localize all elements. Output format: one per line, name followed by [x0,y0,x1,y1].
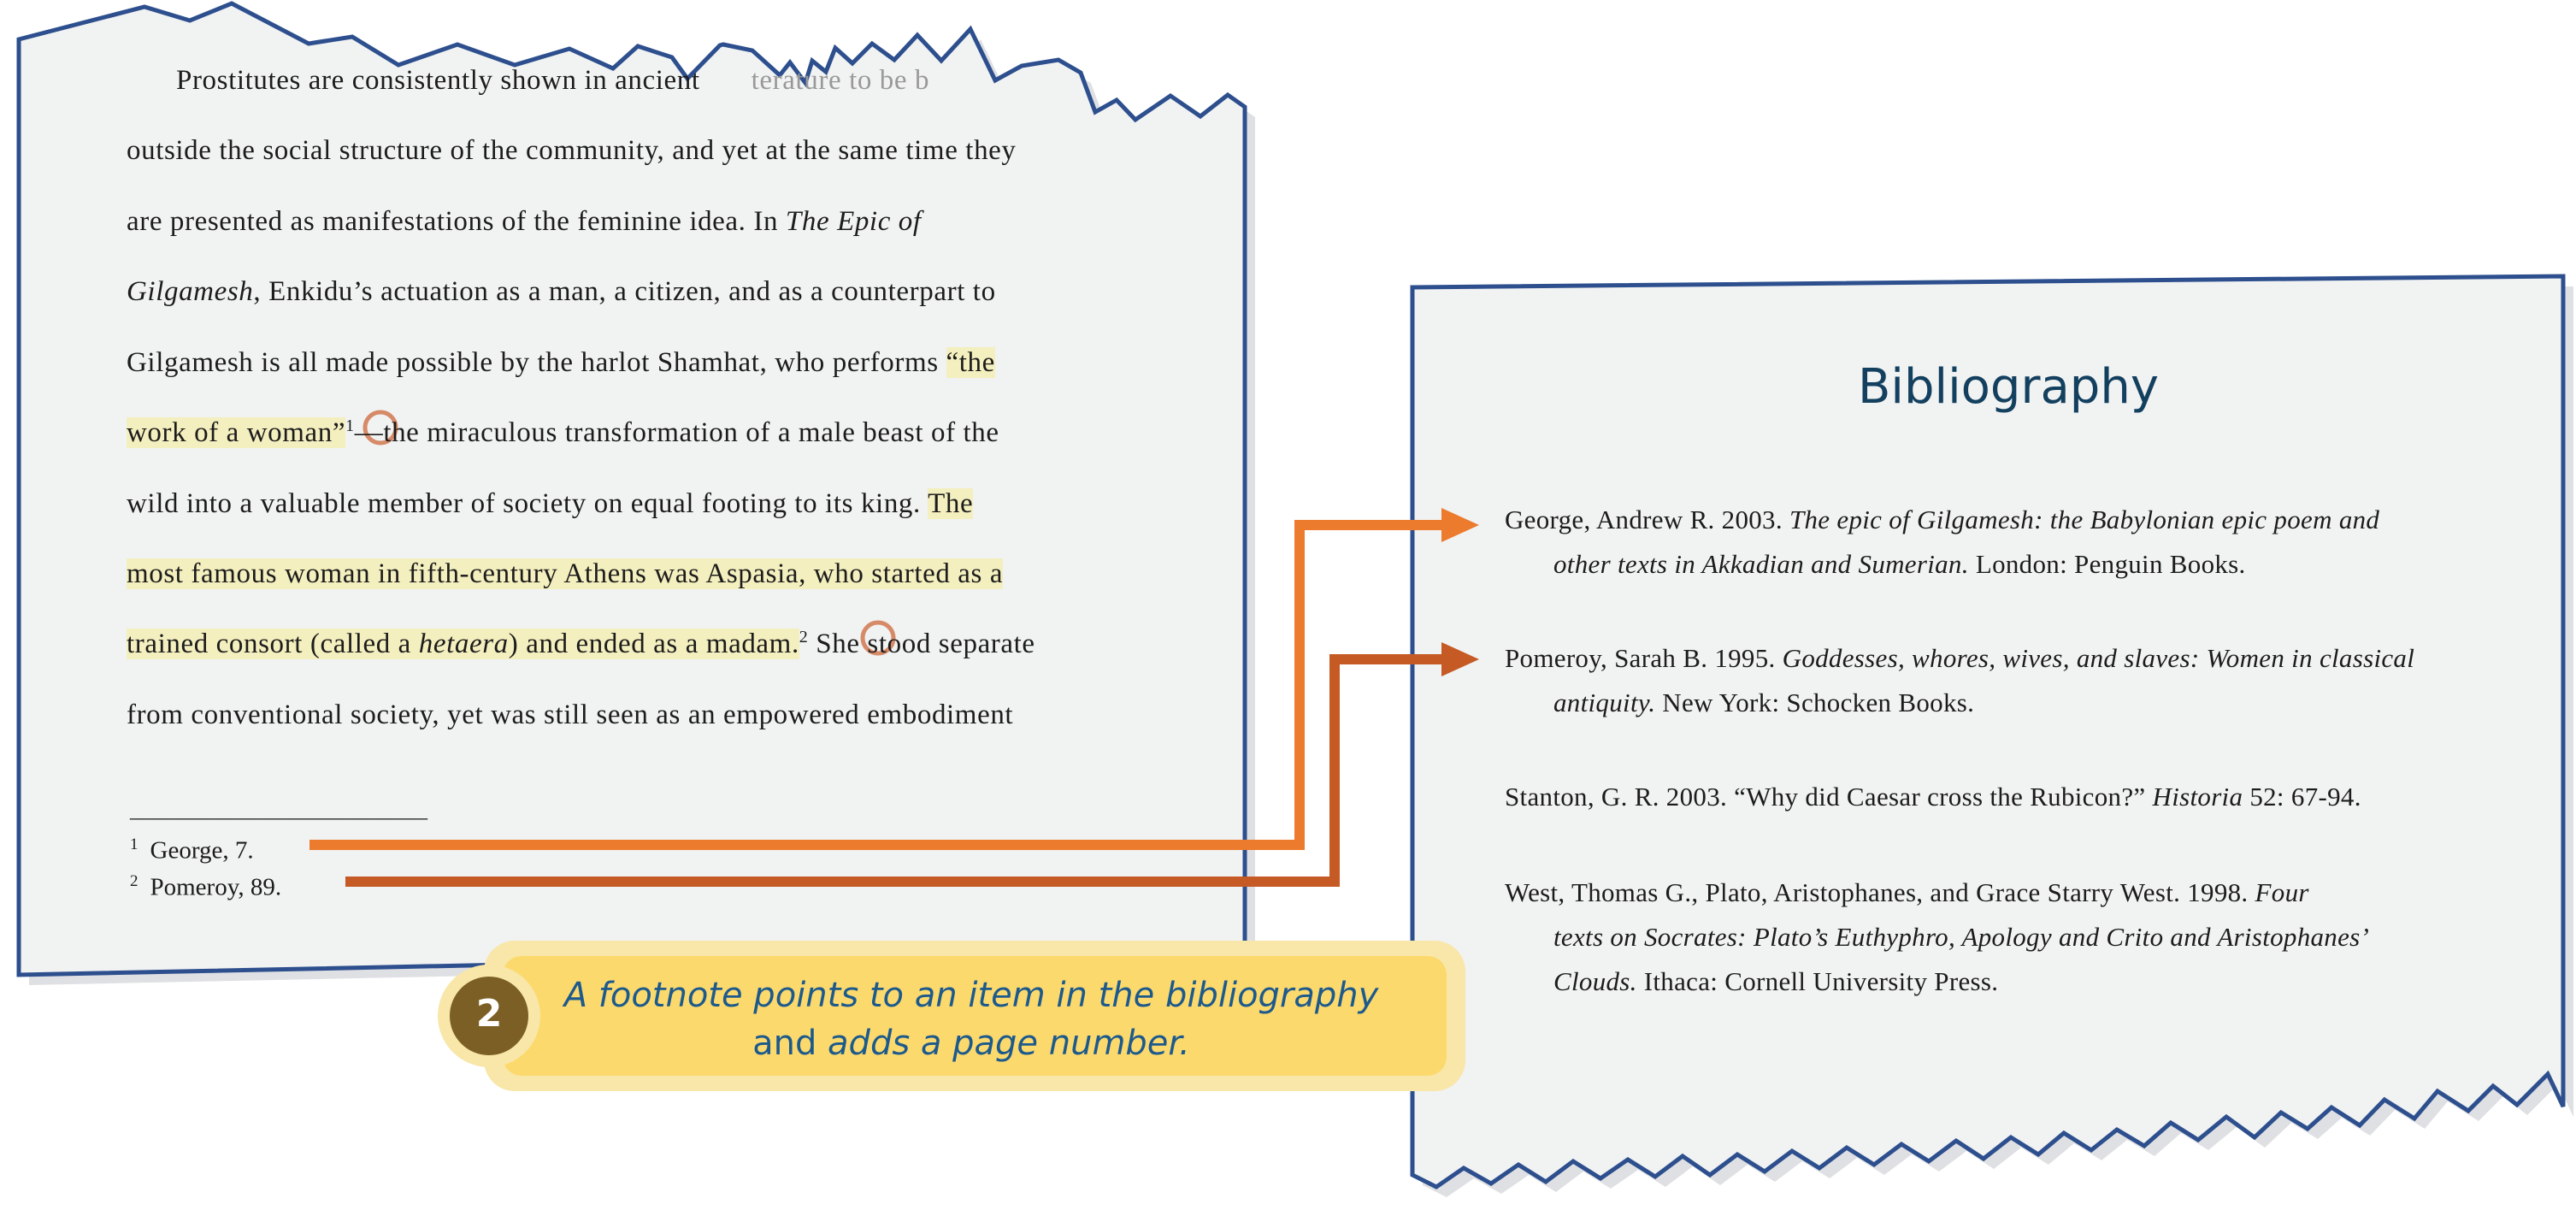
callout-step-number: 2 [475,992,503,1036]
bib-entry-4-line-1: West, Thomas G., Plato, Aristophanes, and Grace Starry West. 1998. Four [1505,877,2309,907]
footnote-ref-2: 2 [799,628,809,646]
footnote-1: $^1$ George, 7. [130,835,254,865]
bibliography-title: Bibliography [1858,359,2159,415]
footnote-ref-1: 1 [345,416,355,435]
footnote-2: $^2$ Pomeroy, 89. [130,872,282,901]
highlight-paraphrase-end: trained consort (called a hetaera) and ended as a madam. [127,629,799,659]
manuscript-line-5: Gilgamesh is all made possible by the harlot Shamhat, who performs “the [127,347,995,378]
manuscript-line-8 [127,552,1003,596]
footnote-rule: ________________________ [130,795,427,823]
highlight-paraphrase-middle: most famous woman in fifth-century Athens was Aspasia, who started as a [127,558,1004,589]
manuscript-line-10: from conventional society, yet was still seen as an empowered embodiment [127,699,1014,730]
highlight-paraphrase-start: The [928,488,974,519]
bib-entry-4-line-2: texts on Socrates: Plato’s Euthyphro, Apology and Crito and Aristophanes’ [1553,922,2370,952]
manuscript-line-4: Gilgamesh, Enkidu’s actuation as a man, a citizen, and as a counterpart to [127,276,996,307]
bib-entry-2-line-1: Pomeroy, Sarah B. 1995. Goddesses, whores, wives, and slaves: Women in classical [1505,643,2415,673]
manuscript-line-1: Prostitutes are consistently shown in ancient terature to be b [176,65,930,96]
callout-line-1: A footnote points to an item in the bibliography [563,976,1379,1015]
bib-entry-2-line-2: antiquity. New York: Schocken Books. [1553,688,1975,717]
callout-line-2: and adds a page number. [752,1024,1190,1063]
manuscript-line-3: are presented as manifestations of the feminine idea. In The Epic of [127,206,922,237]
manuscript-line-7: wild into a valuable member of society on equal footing to its king. The [127,488,974,519]
bib-entry-1-line-2: other texts in Akkadian and Sumerian. London: Penguin Books. [1553,549,2246,579]
manuscript-line-9: trained consort (called a hetaera) and ended as a madam.$^2$ She stood separate [127,628,1035,659]
highlight-quote-end: work of a woman” [127,417,346,448]
bib-entry-1-line-1: George, Andrew R. 2003. The epic of Gilgamesh: the Babylonian epic poem and [1505,505,2380,534]
bib-entry-4-line-3: Clouds. Ithaca: Cornell University Press. [1553,966,1999,996]
manuscript-line-6: work of a woman”$^1$—the miraculous transformation of a male beast of the [127,416,999,448]
manuscript-line-2: outside the social structure of the community, and yet at the same time they [127,135,1017,166]
callout-text [501,971,1441,1067]
highlight-quote-start: “the [946,347,995,378]
bib-entry-3-line-1: Stanton, G. R. 2003. “Why did Caesar cross the Rubicon?” Historia 52: 67-94. [1505,782,2361,812]
